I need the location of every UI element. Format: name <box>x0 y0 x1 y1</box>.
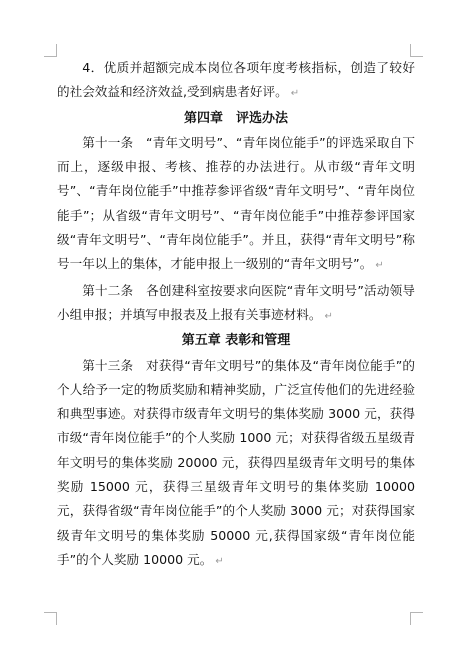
document-body[interactable] <box>57 56 415 574</box>
chapter-heading-4 <box>57 107 415 131</box>
paragraph-text: 第十三条 对获得“青年文明号”的集体及“青年岗位能手”的个人给予一定的物质奖励和精神奖励，广泛宣传他们的先进经验和典型事迹。对获得市级青年文明号的集体奖励 3000 元，获得市级“青年岗位能手”的个人奖励 1000 元；对获得省级五星级青年文明号的集体奖励 20000 元，获得四星级青年文明号的集体奖励 15000 元，获得三星级青年文明号的集体奖励 10000 元，获得省级“青年岗位能手”的个人奖励 3000 元；对获得国家级青年文明号的集体奖励 50000 元,获得国家级“青年岗位能手”的个人奖励 10000 元。 <box>57 357 415 567</box>
paragraph-mark-icon: ↵ <box>290 88 300 100</box>
chapter-heading-5 <box>57 329 415 353</box>
paragraph-item-4 <box>57 56 415 107</box>
heading-text: 第四章 评选办法 <box>183 110 288 126</box>
article-12 <box>57 279 415 330</box>
paragraph-text: 第十二条 各创建科室按要求向医院“青年文明号”活动领导小组申报；并填写申报表及上报有关事迹材料。 <box>57 282 415 322</box>
crop-mark-top-left <box>44 44 57 57</box>
paragraph-text: 4．优质并超额完成本岗位各项年度考核指标，创造了较好的社会效益和经济效益,受到病患者好评。 <box>57 60 415 100</box>
crop-mark-bottom-left <box>44 612 57 625</box>
article-13 <box>57 354 415 575</box>
crop-mark-bottom-right <box>410 612 423 625</box>
paragraph-mark-icon: ↵ <box>375 260 384 272</box>
paragraph-text: 第十一条 “青年文明号”、“青年岗位能手”的评选采取自下而上，逐级申报、考核、推荐的办法进行。从市级“青年文明号”、“青年岗位能手”中推荐参评省级“青年文明号”、“青年岗位能手”；从省级“青年文明号”、“青年岗位能手”中推荐参评国家级“青年文明号”、“青年岗位能手”。并且，获得“青年文明号”称号一年以上的集体，才能申报上一级别的“青年文明号”。 <box>57 134 415 272</box>
paragraph-mark-icon: ↵ <box>215 555 224 567</box>
article-11 <box>57 131 415 279</box>
paragraph-mark-icon: ↵ <box>324 310 333 322</box>
heading-text: 第五章 表彰和管理 <box>181 333 291 349</box>
